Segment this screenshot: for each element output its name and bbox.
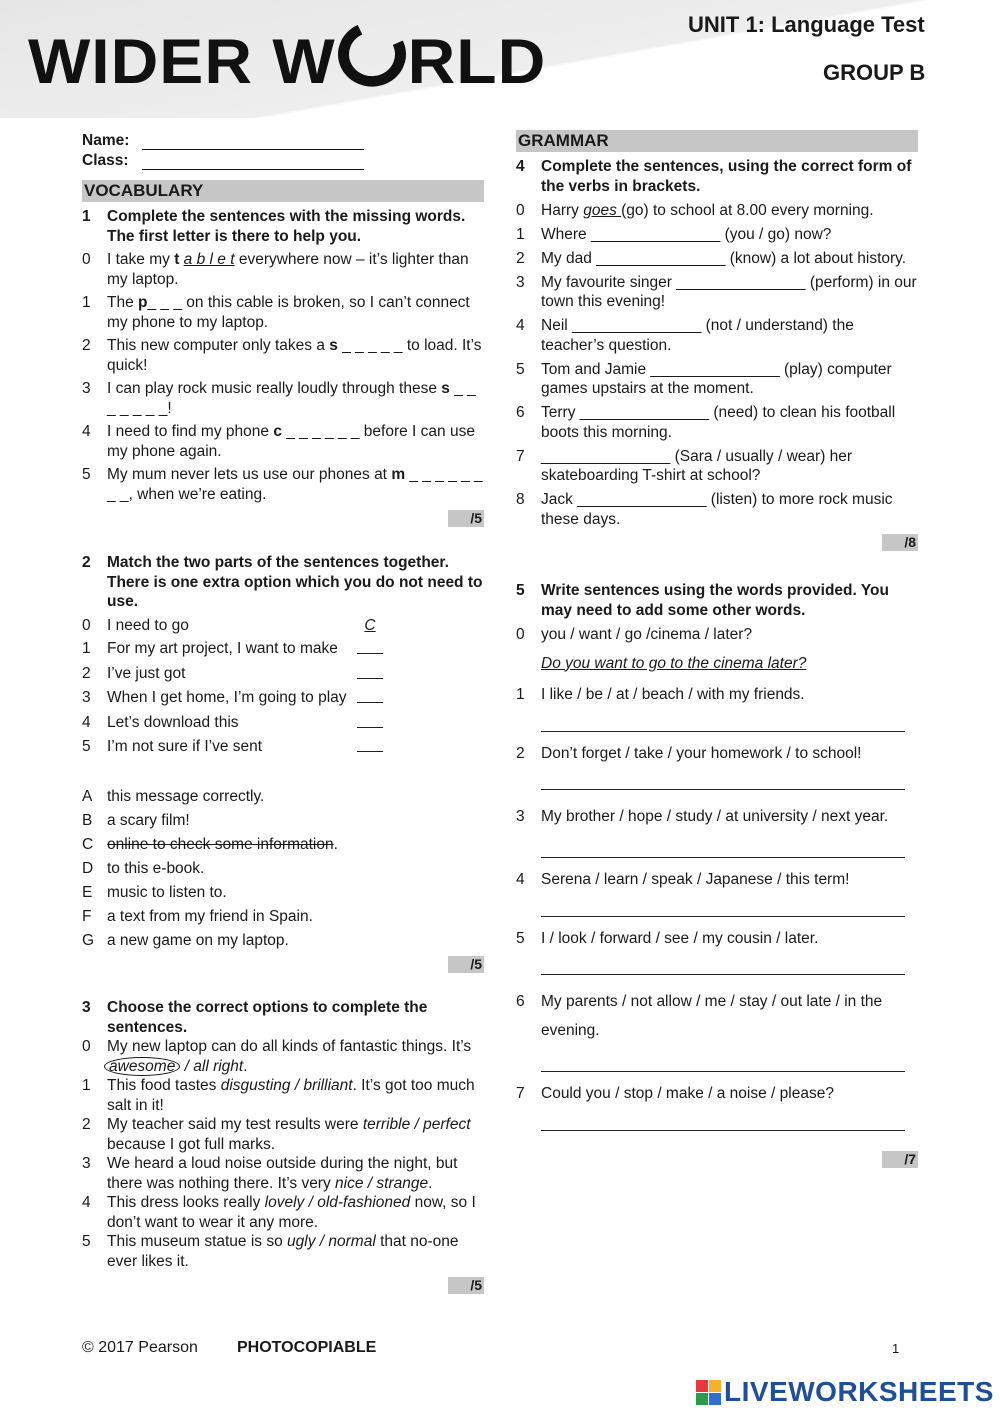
item-text[interactable]: Tom and Jamie _______________ (play) computer games upstairs at the moment.: [541, 360, 892, 397]
option-text: to this e-book.: [107, 859, 205, 877]
item-text: This museum statue is so ugly / normal that no-one ever likes it.: [107, 1233, 459, 1270]
option-2[interactable]: normal: [328, 1233, 376, 1250]
liveworksheets-brand: LIVEWORKSHEETS: [696, 1376, 994, 1408]
option-letter: D: [82, 859, 94, 877]
item-prompt: I like / be / at / beach / with my friends.: [541, 686, 805, 703]
group-label: GROUP B: [823, 60, 926, 85]
item-text[interactable]: Jack _______________ (listen) to more rock music these days.: [541, 491, 893, 528]
answer-line[interactable]: [357, 639, 383, 654]
option-1[interactable]: nice: [335, 1174, 364, 1192]
logo-text-end: RLD: [407, 25, 547, 97]
task2-instruction: 2 Match the two parts of the sentences together. There is one extra option which you do not need to use.: [82, 554, 483, 610]
task3-score: /5: [448, 1277, 484, 1294]
answer-line[interactable]: [541, 713, 905, 732]
example-answer: a b l e t: [183, 251, 235, 268]
task4-item: [516, 360, 918, 399]
task5-item: [516, 802, 918, 831]
task2-score: /5: [448, 956, 484, 973]
item-number: 0: [82, 1038, 91, 1055]
item-number: 4: [516, 871, 525, 888]
answer-slot[interactable]: [355, 639, 385, 660]
item-text: I can play rock music really loudly through these s _ _ _ _ _ _ _!: [107, 380, 476, 417]
name-field[interactable]: Name:: [82, 130, 484, 150]
item-text[interactable]: Neil _______________ (not / understand) the teacher’s question.: [541, 317, 854, 354]
item-text: My new laptop can do all kinds of fantastic things. It’s awesome / all right.: [107, 1037, 484, 1076]
task2-option: [82, 931, 484, 951]
task1-item: [82, 465, 484, 504]
item-number: 4: [82, 713, 91, 731]
item-prompt: Serena / learn / speak / Japanese / this term!: [541, 871, 850, 888]
task4-item: [516, 273, 918, 312]
item-text: I take my t a b l e t everywhere now – it’s lighter than my laptop.: [107, 251, 469, 288]
task4-item: [516, 249, 918, 269]
item-text: For my art project, I want to make: [107, 640, 338, 657]
answer-line[interactable]: [541, 771, 905, 790]
answer-line[interactable]: [541, 839, 905, 858]
answer-line[interactable]: [357, 737, 383, 752]
answer-line[interactable]: [541, 956, 905, 975]
option-2[interactable]: strange: [376, 1174, 429, 1192]
item-number: 7: [516, 447, 525, 465]
answer-slot[interactable]: [355, 616, 385, 636]
task2-item: [82, 639, 484, 660]
task4-item: [516, 447, 918, 486]
item-text: The p_ _ _ on this cable is broken, so I can’t connect my phone to my laptop.: [107, 294, 470, 331]
task4-item: [516, 490, 918, 529]
item-number: 2: [82, 664, 91, 682]
option-1[interactable]: awesome: [104, 1057, 180, 1076]
item-number: 5: [82, 1233, 91, 1250]
item-number: 2: [82, 1116, 91, 1133]
item-prompt: Don’t forget / take / your homework / to school!: [541, 744, 862, 762]
item-number: 3: [516, 273, 525, 291]
task4-item: [516, 201, 918, 221]
option-letter: G: [82, 931, 95, 949]
task1-score: /5: [448, 510, 484, 527]
answer-gap[interactable]: _ _ _ _ _ _: [281, 423, 360, 440]
item-number: 1: [82, 1077, 91, 1094]
answer-line[interactable]: [357, 664, 383, 679]
item-number: 6: [516, 404, 525, 421]
answer-line[interactable]: [541, 1053, 905, 1072]
item-number: 3: [516, 808, 525, 825]
answer-line[interactable]: [357, 688, 383, 703]
task2-item: [82, 688, 484, 709]
task1-item: [82, 336, 484, 375]
option-2[interactable]: all right: [193, 1057, 244, 1075]
item-prompt: My parents / not allow / me / stay / out late / in the evening.: [541, 993, 883, 1039]
first-letter: c: [273, 423, 282, 440]
task2-option: [82, 859, 484, 879]
task4-instruction: 4 Complete the sentences, using the correct form of the verbs in brackets.: [516, 158, 912, 195]
option-letter: B: [82, 811, 93, 829]
item-number: 5: [82, 466, 91, 483]
item-text: Harry goes (go) to school at 8.00 every morning.: [541, 201, 874, 219]
photocopiable-label: PHOTOCOPIABLE: [237, 1339, 377, 1356]
task3-item: [82, 1076, 484, 1115]
answer-gap[interactable]: _ _ _ _ _ _ _: [107, 380, 476, 417]
item-number: 2: [516, 744, 525, 762]
task1-instruction: 1 Complete the sentences with the missing words. The first letter is there to help you.: [82, 208, 466, 245]
option-1[interactable]: terrible: [362, 1116, 411, 1133]
task2-items: [82, 616, 484, 758]
item-text: We heard a loud noise outside during the night, but there was nothing there. It’s very nice / strange.: [107, 1155, 458, 1192]
option-separator: /: [363, 1174, 377, 1192]
item-number: 2: [516, 249, 525, 267]
item-number: 4: [82, 1194, 91, 1211]
option-letter: F: [82, 907, 92, 925]
item-number: 6: [516, 993, 525, 1010]
option-text: a text from my friend in Spain.: [107, 907, 313, 925]
answer-slot[interactable]: [355, 688, 385, 709]
item-number: 5: [516, 360, 525, 378]
task3-item: [82, 1037, 484, 1076]
item-number: 4: [82, 423, 91, 440]
item-number: 3: [82, 380, 91, 397]
class-field[interactable]: Class:: [82, 150, 484, 170]
item-text: I’m not sure if I’ve sent: [107, 738, 263, 755]
option-text: a new game on my laptop.: [107, 931, 289, 949]
item-number: 1: [516, 686, 525, 703]
example-answer: goes: [583, 201, 622, 219]
answer-gap[interactable]: _ _ _: [147, 294, 182, 311]
option-text: a scary film!: [107, 811, 190, 829]
task2-option: [82, 907, 484, 927]
task2-item: [82, 616, 484, 636]
task1-items: [82, 250, 484, 504]
task2-item: [82, 664, 484, 685]
wider-world-logo: [28, 22, 547, 97]
item-number: 8: [516, 491, 525, 508]
task3-items: [82, 1037, 484, 1271]
grammar-heading: GRAMMAR: [516, 130, 918, 152]
task1-item: [82, 293, 484, 332]
task4-items: [516, 201, 918, 530]
task5-item: [516, 744, 918, 764]
item-number: 3: [82, 1155, 91, 1172]
task2-option: [82, 811, 484, 831]
option-separator: /: [290, 1077, 304, 1094]
item-text: My mum never lets us use our phones at m _ _ _ _ _ _ _ _, when we’re eating.: [107, 466, 483, 503]
item-number: 0: [82, 251, 91, 268]
item-number: 5: [82, 738, 91, 755]
item-number: 5: [516, 929, 525, 947]
task3-instruction: 3 Choose the correct options to complete the sentences.: [82, 999, 428, 1036]
unit-title: UNIT 1: Language Test: [688, 12, 925, 37]
vocabulary-heading: VOCABULARY: [82, 180, 484, 202]
item-prompt: I / look / forward / see / my cousin / later.: [541, 929, 819, 947]
right-column: [516, 130, 918, 1168]
task1-item: [82, 422, 484, 461]
answer-slot[interactable]: [355, 664, 385, 685]
option-2[interactable]: brilliant: [303, 1077, 353, 1094]
item-number: 1: [82, 294, 91, 311]
liveworksheets-logo-icon: [696, 1380, 721, 1405]
task2-options: [82, 787, 484, 951]
item-number: 3: [82, 689, 91, 706]
task1-item: [82, 379, 484, 418]
item-number: 0: [516, 201, 525, 219]
answer-gap[interactable]: _ _ _ _ _ _ _ _: [107, 466, 483, 503]
task5-item: [516, 685, 918, 705]
option-1[interactable]: lovely: [264, 1194, 305, 1211]
item-text: This new computer only takes a s _ _ _ _ _ to load. It’s quick!: [107, 337, 482, 374]
task1-item: [82, 250, 484, 289]
task5-example: 0 you / want / go /cinema / later?: [516, 626, 753, 643]
task4-score: /8: [882, 534, 918, 551]
item-prompt: Could you / stop / make / a noise / please?: [541, 1085, 834, 1102]
task5-instruction: 5 Write sentences using the words provided. You may need to add some other words.: [516, 582, 889, 619]
page-number: 1: [892, 1341, 900, 1356]
option-separator: /: [410, 1116, 424, 1133]
answer-line[interactable]: [541, 1112, 905, 1131]
logo-text-start: WIDER W: [28, 25, 336, 97]
first-letter: m: [391, 466, 406, 483]
copyright: © 2017 Pearson: [82, 1339, 198, 1356]
task4-item: [516, 403, 918, 442]
logo-o-icon: [328, 13, 415, 96]
task5-item: [516, 929, 918, 949]
option-text: online to check some information.: [107, 835, 338, 853]
first-letter: s: [441, 380, 450, 397]
task3-item: [82, 1154, 484, 1193]
item-number: 4: [516, 317, 525, 334]
task5-item: [516, 1084, 918, 1104]
task2-option: [82, 883, 484, 903]
item-text: I’ve just got: [107, 664, 186, 682]
item-number: 2: [82, 337, 91, 354]
item-number: 1: [516, 225, 525, 243]
option-letter: C: [82, 835, 94, 853]
task2-option: [82, 787, 484, 807]
option-separator: /: [180, 1057, 194, 1075]
item-text[interactable]: Where _______________ (you / go) now?: [541, 225, 832, 243]
answer-slot[interactable]: [355, 713, 385, 734]
answer-gap[interactable]: _ _ _ _ _: [337, 337, 403, 354]
option-text: music to listen to.: [107, 883, 227, 901]
left-column: [82, 130, 484, 1294]
item-text: I need to go: [107, 616, 189, 634]
item-prompt: My brother / hope / study / at university / next year.: [541, 808, 889, 825]
option-letter: A: [82, 787, 93, 805]
answer-slot[interactable]: [355, 737, 385, 758]
option-separator: /: [304, 1194, 318, 1211]
item-text[interactable]: _______________ (Sara / usually / wear) her skateboarding T-shirt at school?: [541, 447, 853, 484]
option-2[interactable]: perfect: [423, 1116, 471, 1133]
item-text: I need to find my phone c _ _ _ _ _ _ before I can use my phone again.: [107, 423, 475, 460]
task5-item: [516, 870, 918, 890]
item-text: This dress looks really lovely / old-fashioned now, so I don’t want to wear it any more.: [107, 1194, 476, 1231]
first-letter: t: [174, 251, 180, 268]
item-text: When I get home, I’m going to play: [107, 689, 347, 706]
answer-line[interactable]: [357, 713, 383, 728]
struck-option: online to check some information: [107, 835, 334, 853]
task4-item: [516, 316, 918, 355]
option-letter: E: [82, 883, 93, 901]
item-text[interactable]: My dad _______________ (know) a lot about history.: [541, 249, 907, 267]
task5-score: /7: [882, 1151, 918, 1168]
first-letter: p: [138, 294, 148, 311]
task3-item: [82, 1193, 484, 1232]
item-text[interactable]: Terry _______________ (need) to clean his football boots this morning.: [541, 404, 896, 441]
option-2[interactable]: old-fashioned: [317, 1194, 411, 1211]
task2-item: [82, 737, 484, 758]
item-text: Let’s download this: [107, 713, 239, 731]
task5-item: [516, 987, 918, 1045]
task2-option: [82, 835, 484, 855]
first-letter: s: [329, 337, 338, 354]
item-text: My teacher said my test results were terrible / perfect because I got full marks.: [107, 1116, 471, 1153]
option-text: this message correctly.: [107, 787, 265, 805]
answer-line[interactable]: [541, 898, 905, 917]
task2-item: [82, 713, 484, 734]
item-number: 1: [82, 640, 91, 657]
item-number: 0: [82, 616, 91, 634]
item-number: 7: [516, 1085, 525, 1102]
task5-example-answer: Do you want to go to the cinema later?: [541, 654, 807, 672]
item-text: This food tastes disgusting / brilliant. It’s got too much salt in it!: [107, 1077, 475, 1114]
task5-items: [516, 685, 918, 1131]
item-text[interactable]: My favourite singer _______________ (perform) in our town this evening!: [541, 273, 917, 310]
example-answer: C: [364, 616, 376, 634]
option-1[interactable]: ugly: [287, 1233, 316, 1250]
option-1[interactable]: disgusting: [220, 1077, 291, 1094]
task3-item: [82, 1232, 484, 1271]
task4-item: [516, 225, 918, 245]
task3-item: [82, 1115, 484, 1154]
option-separator: /: [315, 1233, 329, 1250]
